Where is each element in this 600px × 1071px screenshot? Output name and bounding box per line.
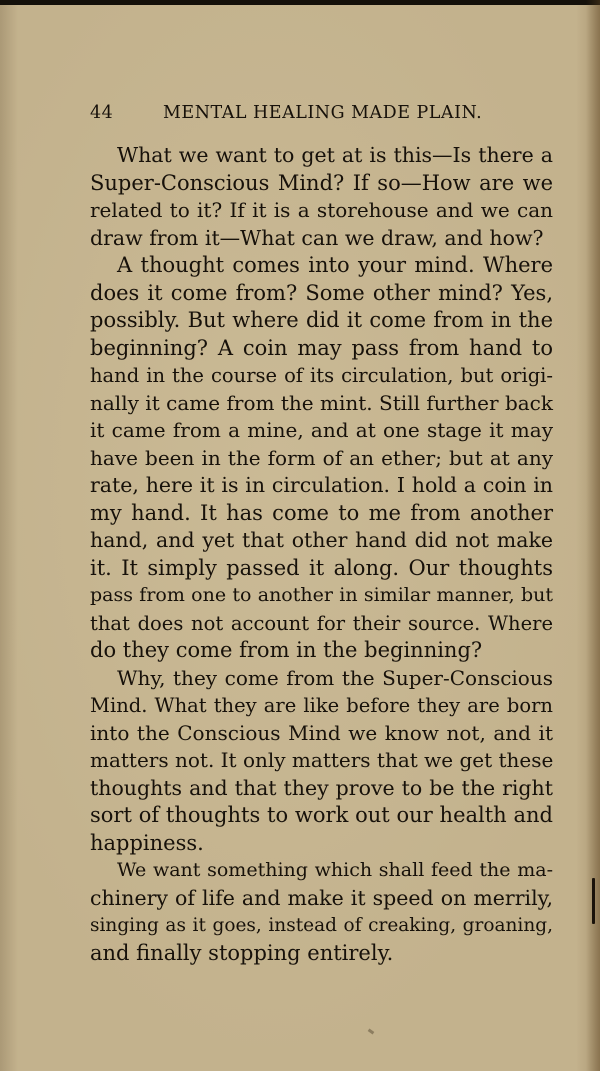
running-head: [0, 103, 600, 129]
page-top-border: [0, 0, 600, 5]
text-line: draw from it—What can we draw, and how?: [90, 226, 544, 250]
text-line: hand, and yet that other hand did not make: [90, 528, 553, 552]
text-line: rate, here it is in circulation. I hold a coin in: [90, 473, 553, 497]
text-line: A thought comes into your mind. Where: [117, 253, 553, 277]
paper-speck: [368, 1029, 375, 1035]
text-line: into the Conscious Mind we know not, and it: [90, 721, 553, 745]
text-line: possibly. But where did it come from in the: [90, 308, 553, 332]
text-line: Super-Conscious Mind? If so—How are we: [90, 171, 553, 195]
text-line: matters not. It only matters that we get these: [90, 748, 554, 772]
text-line: singing as it goes, instead of creaking, groaning,: [90, 915, 553, 936]
text-line: hand in the course of its circulation, but origi-: [90, 364, 553, 387]
text-line: it came from a mine, and at one stage it may: [90, 418, 553, 442]
text-line: nally it came from the mint. Still further back: [90, 391, 553, 415]
text-line: that does not account for their source. Where: [90, 612, 553, 635]
text-line: it. It simply passed it along. Our thoughts: [90, 556, 553, 580]
text-line: Mind. What they are like before they are born: [90, 694, 553, 717]
text-line: thoughts and that they prove to be the right: [90, 776, 553, 800]
text-line: and finally stopping entirely.: [90, 941, 394, 965]
text-line: Why, they come from the Super-Conscious: [117, 666, 553, 690]
running-head-title: MENTAL HEALING MADE PLAIN.: [163, 103, 483, 123]
text-line: does it come from? Some other mind? Yes,: [90, 281, 553, 305]
text-line: have been in the form of an ether; but at any: [90, 446, 553, 470]
text-line: sort of thoughts to work out our health and: [90, 803, 553, 827]
text-line: happiness.: [90, 831, 204, 855]
text-line: beginning? A coin may pass from hand to: [90, 336, 553, 360]
text-line: What we want to get at is this—Is there a: [117, 143, 553, 167]
text-line: We want something which shall feed the ma-: [117, 859, 553, 881]
text-line: pass from one to another in similar manner, but: [90, 584, 553, 606]
page-number: 44: [90, 103, 114, 123]
text-line: do they come from in the beginning?: [90, 638, 483, 662]
text-line: my hand. It has come to me from another: [90, 501, 553, 525]
text-line: related to it? If it is a storehouse and we can: [90, 198, 553, 222]
margin-ink-mark: [592, 878, 595, 924]
text-line: chinery of life and make it speed on merrily,: [90, 886, 553, 910]
